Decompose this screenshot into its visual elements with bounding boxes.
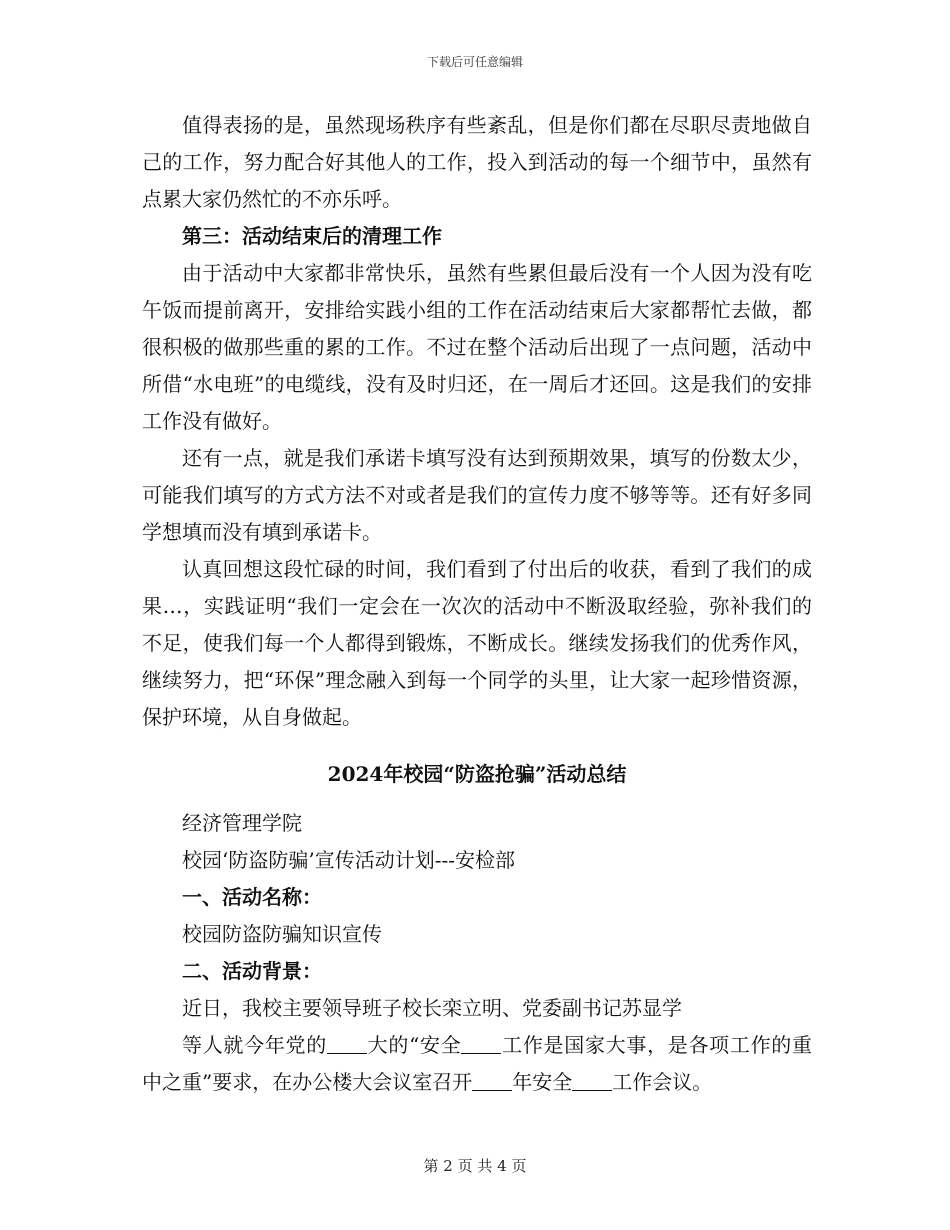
- paragraph-cleanup: 由于活动中大家都非常快乐，虽然有些累但最后没有一个人因为没有吃午饭而提前离开，安排给实践小组的工作在活动结束后大家都帮忙去做，都很积极的做那些重的累的工作。不过在整个活动后出现了一点问题，活动中所借“水电班”的电缆线，没有及时归还，在一周后才还回。这是我们的安排工作没有做好。: [142, 261, 812, 433]
- blank-underline: [572, 1070, 612, 1091]
- blank-underline: [327, 1033, 367, 1054]
- college-name: 经济管理学院: [182, 811, 302, 835]
- heading-activity-name: 一、活动名称：: [182, 885, 322, 909]
- page-footer: 第 2 页 共 4 页: [423, 1157, 527, 1175]
- document-body: [142, 107, 812, 1101]
- background-seg-5: 工作会议。: [612, 1070, 713, 1094]
- background-seg-4: 年安全: [512, 1070, 573, 1094]
- paragraph-praise: 值得表扬的是，虽然现场秩序有些紊乱，但是你们都在尽职尽责地做自己的工作，努力配合好其他人的工作，投入到活动的每一个细节中，虽然有点累大家仍然忙的不亦乐呼。: [142, 113, 812, 211]
- activity-name-value: 校园防盗防骗知识宣传: [182, 922, 382, 946]
- section-heading-cleanup: 第三：活动结束后的清理工作: [182, 224, 442, 248]
- blank-underline: [461, 1033, 501, 1054]
- background-seg-3: 工作是国家大事，是各项工作的重中之重”要求，在办公楼大会议室召开: [142, 1033, 813, 1094]
- paragraph-pledge-card: 还有一点，就是我们承诺卡填写没有达到预期效果，填写的份数太少，可能我们填写的方式方法不对或者是我们的宣传力度不够等等。还有好多同学想填而没有填到承诺卡。: [142, 446, 812, 544]
- background-paragraph: [142, 1027, 812, 1101]
- paragraph-reflection: 认真回想这段忙碌的时间，我们看到了付出后的收获，看到了我们的成果…，实践证明“我们一定会在一次次的活动中不断汲取经验，弥补我们的不足，使我们每一个人都得到锻炼，不断成长。继续发扬我们的优秀作风，继续努力，把“环保”理念融入到每一个同学的头里，让大家一起珍惜资源，保护环境，从自身做起。: [142, 557, 812, 729]
- background-line-1: 近日，我校主要领导班子校长栾立明、党委副书记苏显学: [182, 996, 682, 1020]
- background-seg-2: 大的“安全: [366, 1033, 462, 1057]
- plan-name: 校园‘防盗防骗’宣传活动计划---安检部: [182, 848, 515, 872]
- heading-background: 二、活动背景：: [182, 959, 322, 983]
- page-header: 下载后可任意编辑: [426, 55, 523, 69]
- document-title: 2024年校园“防盗抢骗”活动总结: [327, 762, 627, 786]
- blank-underline: [472, 1070, 512, 1091]
- background-seg-1: 等人就今年党的: [182, 1033, 327, 1057]
